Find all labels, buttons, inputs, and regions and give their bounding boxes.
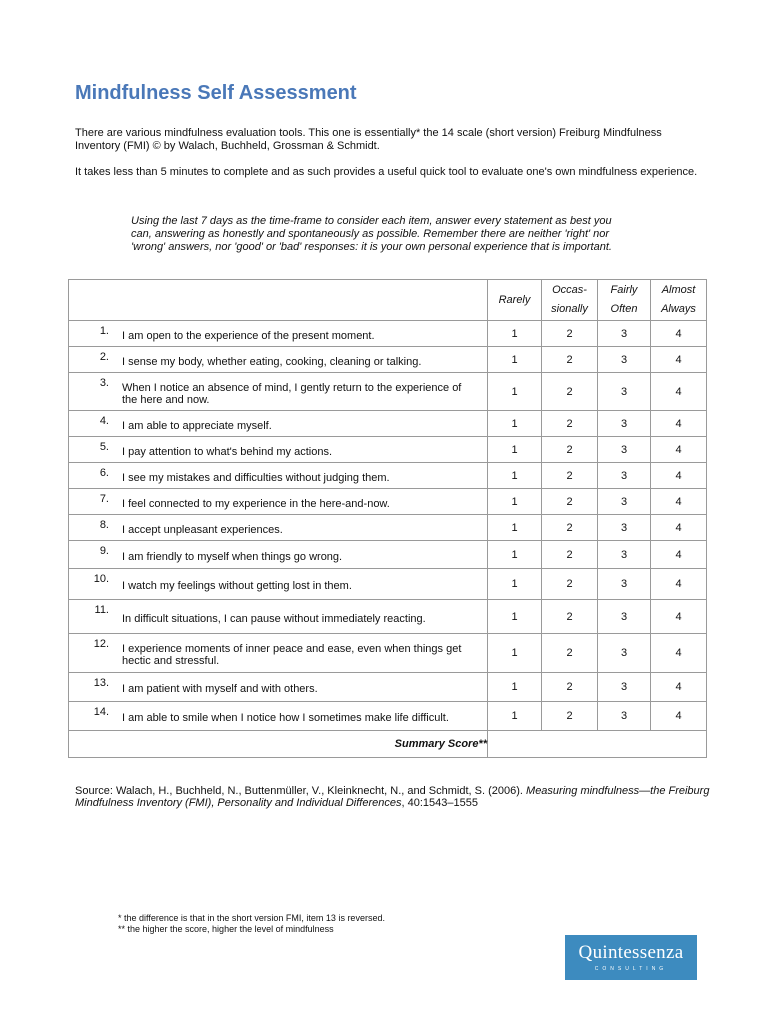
item-statement — [69, 541, 488, 569]
page-title: Mindfulness Self Assessment — [75, 82, 357, 104]
rating-option-1[interactable]: 1 — [488, 347, 542, 373]
rating-option-3[interactable]: 3 — [598, 373, 651, 411]
table-row — [69, 541, 707, 569]
rating-option-4[interactable]: 4 — [651, 347, 707, 373]
item-number: 5. — [99, 441, 109, 453]
item-statement — [69, 702, 488, 731]
table-row — [69, 569, 707, 600]
table-row — [69, 321, 707, 347]
source-citation: Source: Walach, H., Buchheld, N., Buttenmüller, V., Kleinknecht, N., and Schmidt, S. (2006). Measuring mindfulness—the Freiburg Mindfulness Inventory (FMI), Personality and Individual Differences, 40:1543–1555 — [75, 785, 710, 809]
item-statement — [69, 600, 488, 634]
rating-option-1[interactable]: 1 — [488, 673, 542, 702]
summary-score-label: Summary Score** — [69, 731, 488, 758]
item-number: 4. — [99, 415, 109, 427]
rating-option-4[interactable]: 4 — [651, 463, 707, 489]
rating-option-3[interactable]: 3 — [598, 347, 651, 373]
rating-option-3[interactable]: 3 — [598, 321, 651, 347]
rating-option-1[interactable]: 1 — [488, 437, 542, 463]
item-number: 12. — [93, 638, 109, 650]
item-number: 9. — [99, 545, 109, 557]
item-number: 10. — [93, 573, 109, 585]
rating-option-3[interactable]: 3 — [598, 541, 651, 569]
item-text: I experience moments of inner peace and ease, even when things get hectic and stressful. — [122, 643, 462, 667]
rating-option-3[interactable]: 3 — [598, 437, 651, 463]
table-row — [69, 515, 707, 541]
item-number: 14. — [93, 706, 109, 718]
item-text: I accept unpleasant experiences. — [122, 523, 283, 536]
item-text: I am friendly to myself when things go wrong. — [122, 550, 343, 563]
rating-option-4[interactable]: 4 — [651, 541, 707, 569]
item-text: I sense my body, whether eating, cooking, cleaning or talking. — [122, 355, 422, 368]
item-statement — [69, 411, 488, 437]
footnote-score-meaning: ** the higher the score, higher the level of mindfulness — [118, 924, 334, 934]
summary-row — [69, 731, 707, 758]
rating-option-2[interactable]: 2 — [542, 411, 598, 437]
instructions-text: Using the last 7 days as the time-frame to consider each item, answer every statement as best you can, answering as honestly and spontaneously as possible. Remember there are neither 'right' nor 'wrong' answers, nor 'good' or 'bad' responses: it is your own personal experience that is important. — [131, 215, 612, 253]
item-text: I see my mistakes and difficulties without judging them. — [122, 471, 390, 484]
item-statement — [69, 437, 488, 463]
rating-option-4[interactable]: 4 — [651, 373, 707, 411]
quintessenza-logo: Quintessenza CONSULTING — [565, 935, 697, 980]
rating-option-4[interactable]: 4 — [651, 515, 707, 541]
item-text: I am patient with myself and with others. — [122, 683, 318, 695]
rating-option-4[interactable]: 4 — [651, 321, 707, 347]
rating-option-1[interactable]: 1 — [488, 515, 542, 541]
rating-option-2[interactable]: 2 — [542, 515, 598, 541]
item-statement — [69, 463, 488, 489]
rating-option-3[interactable]: 3 — [598, 600, 651, 634]
item-statement — [69, 373, 488, 411]
item-number: 1. — [99, 325, 109, 337]
table-header-row — [69, 280, 707, 321]
rating-option-2[interactable]: 2 — [542, 463, 598, 489]
rating-option-2[interactable]: 2 — [542, 673, 598, 702]
item-number: 2. — [99, 351, 109, 363]
rating-option-2[interactable]: 2 — [542, 321, 598, 347]
rating-option-4[interactable]: 4 — [651, 569, 707, 600]
rating-option-2[interactable]: 2 — [542, 600, 598, 634]
item-number: 11. — [94, 604, 109, 616]
rating-option-4[interactable]: 4 — [651, 702, 707, 731]
rating-option-2[interactable]: 2 — [542, 373, 598, 411]
rating-option-4[interactable]: 4 — [651, 489, 707, 515]
rating-option-3[interactable]: 3 — [598, 515, 651, 541]
rating-option-1[interactable]: 1 — [488, 600, 542, 634]
rating-option-4[interactable]: 4 — [651, 411, 707, 437]
footnotes — [118, 913, 385, 935]
header-rarely: Rarely — [488, 280, 542, 321]
rating-option-3[interactable]: 3 — [598, 463, 651, 489]
rating-option-1[interactable]: 1 — [488, 702, 542, 731]
rating-option-3[interactable]: 3 — [598, 569, 651, 600]
item-statement — [69, 489, 488, 515]
item-text: I watch my feelings without getting lost in them. — [122, 580, 352, 592]
table-row — [69, 702, 707, 731]
item-number: 7. — [99, 493, 109, 505]
rating-option-4[interactable]: 4 — [651, 673, 707, 702]
table-row — [69, 347, 707, 373]
rating-option-2[interactable]: 2 — [542, 347, 598, 373]
summary-score-field[interactable] — [488, 731, 707, 758]
assessment-table — [68, 279, 707, 758]
item-number: 8. — [99, 519, 109, 531]
rating-option-2[interactable]: 2 — [542, 569, 598, 600]
rating-option-4[interactable]: 4 — [651, 600, 707, 634]
item-text: In difficult situations, I can pause without immediately reacting. — [122, 612, 426, 625]
item-text: I feel connected to my experience in the here-and-now. — [122, 497, 390, 510]
rating-option-2[interactable]: 2 — [542, 541, 598, 569]
item-statement — [69, 634, 488, 673]
rating-option-2[interactable]: 2 — [542, 437, 598, 463]
item-number: 6. — [99, 467, 109, 479]
rating-option-2[interactable]: 2 — [542, 634, 598, 673]
rating-option-1[interactable]: 1 — [488, 321, 542, 347]
rating-option-1[interactable]: 1 — [488, 634, 542, 673]
table-row — [69, 673, 707, 702]
rating-option-2[interactable]: 2 — [542, 489, 598, 515]
rating-option-2[interactable]: 2 — [542, 702, 598, 731]
rating-option-1[interactable]: 1 — [488, 373, 542, 411]
duration-paragraph: It takes less than 5 minutes to complete and as such provides a useful quick tool to evaluate one's own mindfulness experience. — [75, 166, 698, 178]
footnote-reversed-item: * the difference is that in the short version FMI, item 13 is reversed. — [118, 913, 385, 923]
item-number: 13. — [93, 677, 109, 689]
item-text: I pay attention to what's behind my actions. — [122, 445, 332, 458]
item-statement — [69, 515, 488, 541]
rating-option-3[interactable]: 3 — [598, 411, 651, 437]
rating-option-1[interactable]: 1 — [488, 411, 542, 437]
item-statement — [69, 321, 488, 347]
rating-option-3[interactable]: 3 — [598, 489, 651, 515]
rating-option-1[interactable]: 1 — [488, 489, 542, 515]
rating-option-1[interactable]: 1 — [488, 541, 542, 569]
item-statement — [69, 347, 488, 373]
item-text: I am open to the experience of the present moment. — [122, 329, 375, 342]
item-text: I am able to appreciate myself. — [122, 419, 272, 432]
table-row — [69, 489, 707, 515]
header-blank — [69, 280, 488, 321]
rating-option-1[interactable]: 1 — [488, 569, 542, 600]
item-statement — [69, 569, 488, 600]
table-row — [69, 373, 707, 411]
rating-option-3[interactable]: 3 — [598, 634, 651, 673]
item-text: I am able to smile when I notice how I sometimes make life difficult. — [122, 712, 449, 724]
item-text: When I notice an absence of mind, I gently return to the experience of the here and now. — [122, 381, 462, 406]
header-almost-always: Almost Always — [651, 280, 707, 321]
table-row — [69, 411, 707, 437]
table-row — [69, 600, 707, 634]
rating-option-3[interactable]: 3 — [598, 673, 651, 702]
rating-option-4[interactable]: 4 — [651, 634, 707, 673]
item-number: 3. — [99, 377, 109, 389]
rating-option-3[interactable]: 3 — [598, 702, 651, 731]
table-row — [69, 463, 707, 489]
rating-option-1[interactable]: 1 — [488, 463, 542, 489]
rating-option-4[interactable]: 4 — [651, 437, 707, 463]
table-row — [69, 437, 707, 463]
item-statement — [69, 673, 488, 702]
header-occasionally: Occas- sionally — [542, 280, 598, 321]
table-row — [69, 634, 707, 673]
intro-paragraph: There are various mindfulness evaluation tools. This one is essentially* the 14 scale (short version) Freiburg Mindfulness Inventory (FMI) © by Walach, Buchheld, Grossman & Schmidt. — [75, 127, 662, 152]
header-fairly-often: Fairly Often — [598, 280, 651, 321]
